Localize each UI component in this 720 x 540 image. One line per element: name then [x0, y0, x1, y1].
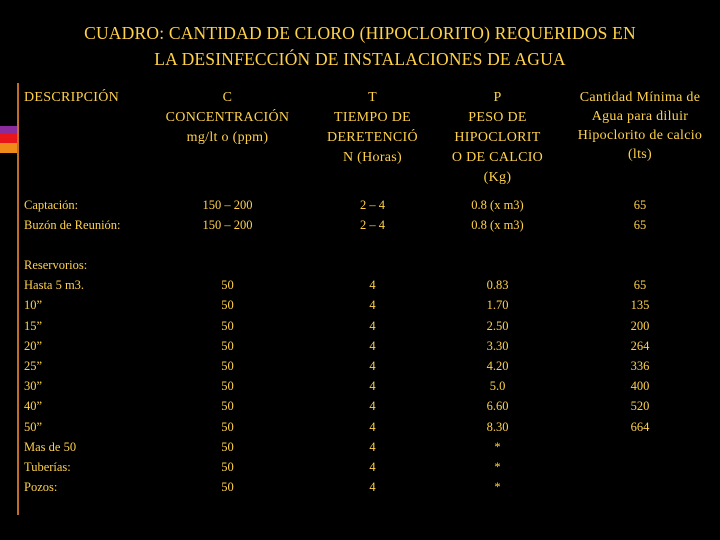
header-tiempo-line: T — [368, 90, 377, 105]
table-cell: 336 — [630, 358, 650, 373]
table-cell: 20” — [24, 338, 43, 353]
header-concentracion-line: mg/lt o (ppm) — [186, 130, 269, 145]
table-cell: 4 — [369, 480, 376, 495]
table-cell: 30” — [24, 379, 43, 394]
group2-concentracion-column — [145, 255, 310, 497]
table-cell: 8.30 — [486, 419, 509, 434]
table-cell: Tuberías: — [24, 459, 71, 474]
header-descripcion-label: DESCRIPCIÓN — [24, 90, 120, 105]
table-cell — [560, 477, 720, 497]
table-cell: 50 — [221, 338, 234, 353]
decorative-stripe-orange — [0, 143, 17, 153]
table-cell: 4 — [369, 318, 376, 333]
group1-tiempo-column — [310, 195, 435, 235]
table-cell: 50 — [221, 480, 234, 495]
table-cell — [560, 437, 720, 457]
table-cell: * — [494, 459, 501, 474]
table-cell: 15” — [24, 318, 43, 333]
header-agua-line: Agua para diluir — [591, 109, 689, 124]
table-cell: 4 — [369, 278, 376, 293]
table-cell: Hasta 5 m3. — [24, 278, 85, 293]
table-cell: Mas de 50 — [24, 439, 77, 454]
table-cell: 264 — [630, 338, 650, 353]
header-concentracion — [145, 88, 310, 148]
header-concentracion-line: CONCENTRACIÓN — [165, 110, 290, 125]
table-cell: 65 — [633, 198, 647, 212]
table-cell: 4 — [369, 358, 376, 373]
decorative-stripe-red — [0, 133, 17, 143]
table-cell — [310, 255, 435, 275]
header-peso-line: P — [493, 90, 502, 105]
header-descripcion — [24, 88, 119, 108]
table-cell: 4 — [369, 379, 376, 394]
table-cell: 50 — [221, 439, 234, 454]
title-line-2: LA DESINFECCIÓN DE INSTALACIONES DE AGUA — [154, 49, 566, 69]
table-cell: * — [494, 439, 501, 454]
table-cell: 50 — [221, 459, 234, 474]
table-cell: 4 — [369, 419, 376, 434]
table-left-border — [17, 83, 19, 515]
table-cell: 2 – 4 — [360, 198, 385, 212]
table-cell: 2.50 — [486, 318, 509, 333]
header-agua-line: Cantidad Mínima de — [579, 90, 701, 105]
table-cell: 150 – 200 — [202, 218, 253, 233]
table-cell: 1.70 — [486, 298, 509, 313]
header-tiempo — [310, 88, 435, 168]
table-cell — [435, 255, 560, 275]
header-peso-line: PESO DE — [468, 110, 527, 125]
header-tiempo-line: DERETENCIÓ — [327, 130, 418, 145]
table-cell: 50 — [221, 358, 234, 373]
table-cell: 150 – 200 — [202, 198, 253, 212]
group1-peso-column — [435, 195, 560, 235]
header-peso-line: HIPOCLORIT — [454, 130, 541, 145]
table-cell: 135 — [630, 298, 650, 313]
decorative-stripe-purple — [0, 126, 17, 133]
table-cell: * — [494, 480, 501, 495]
table-cell — [560, 255, 720, 275]
table-cell: 65 — [633, 218, 647, 233]
table-cell: 200 — [630, 318, 650, 333]
table-cell: 4 — [369, 459, 376, 474]
header-agua — [560, 88, 720, 164]
table-cell: 50 — [221, 318, 234, 333]
table-cell: 4 — [369, 439, 376, 454]
table-cell: 4 — [369, 338, 376, 353]
table-cell: 664 — [630, 419, 650, 434]
table-cell: 3.30 — [486, 338, 509, 353]
title-line-1: CUADRO: CANTIDAD DE CLORO (HIPOCLORITO) REQUERIDOS EN — [84, 23, 636, 43]
table-cell — [560, 457, 720, 477]
table-cell: Captación: — [24, 198, 79, 212]
table-cell: 65 — [633, 278, 647, 293]
table-cell: 0.8 (x m3) — [471, 218, 524, 233]
table-cell: 4.20 — [486, 358, 509, 373]
table-cell: 25” — [24, 358, 43, 373]
header-concentracion-line: C — [222, 90, 233, 105]
table-cell: 50 — [221, 278, 234, 293]
table-cell: 50 — [221, 379, 234, 394]
header-agua-line: Hipoclorito de calcio — [577, 128, 703, 143]
header-tiempo-line: TIEMPO DE — [334, 110, 411, 125]
table-cell: 0.83 — [486, 278, 509, 293]
table-cell: 520 — [630, 399, 650, 414]
table-cell: 10” — [24, 298, 43, 313]
group1-descripcion-column — [24, 195, 121, 235]
table-cell: 50 — [221, 419, 234, 434]
table-cell: 5.0 — [489, 379, 506, 394]
group1-agua-column — [560, 195, 720, 235]
table-cell: 4 — [369, 399, 376, 414]
table-cell: Reservorios: — [24, 258, 88, 272]
table-cell: Pozos: — [24, 480, 58, 495]
header-tiempo-line: N (Horas) — [342, 150, 403, 165]
group1-concentracion-column — [145, 195, 310, 235]
table-cell: 6.60 — [486, 399, 509, 414]
table-cell: 50” — [24, 419, 43, 434]
table-cell — [145, 255, 310, 275]
table-cell: 40” — [24, 399, 43, 414]
group2-peso-column — [435, 255, 560, 497]
page-title — [0, 20, 720, 72]
table-cell: Buzón de Reunión: — [24, 218, 121, 233]
table-cell: 4 — [369, 298, 376, 313]
table-cell: 400 — [630, 379, 650, 394]
group2-tiempo-column — [310, 255, 435, 497]
table-cell: 50 — [221, 298, 234, 313]
header-agua-line: (lts) — [627, 147, 653, 162]
header-peso-line: O DE CALCIO — [451, 150, 544, 165]
header-peso-line: (Kg) — [483, 170, 512, 185]
group2-descripcion-column — [24, 255, 87, 497]
group2-agua-column — [560, 255, 720, 497]
table-cell: 2 – 4 — [360, 218, 385, 233]
header-peso — [435, 88, 560, 188]
table-cell: 0.8 (x m3) — [471, 198, 524, 212]
table-cell: 50 — [221, 399, 234, 414]
